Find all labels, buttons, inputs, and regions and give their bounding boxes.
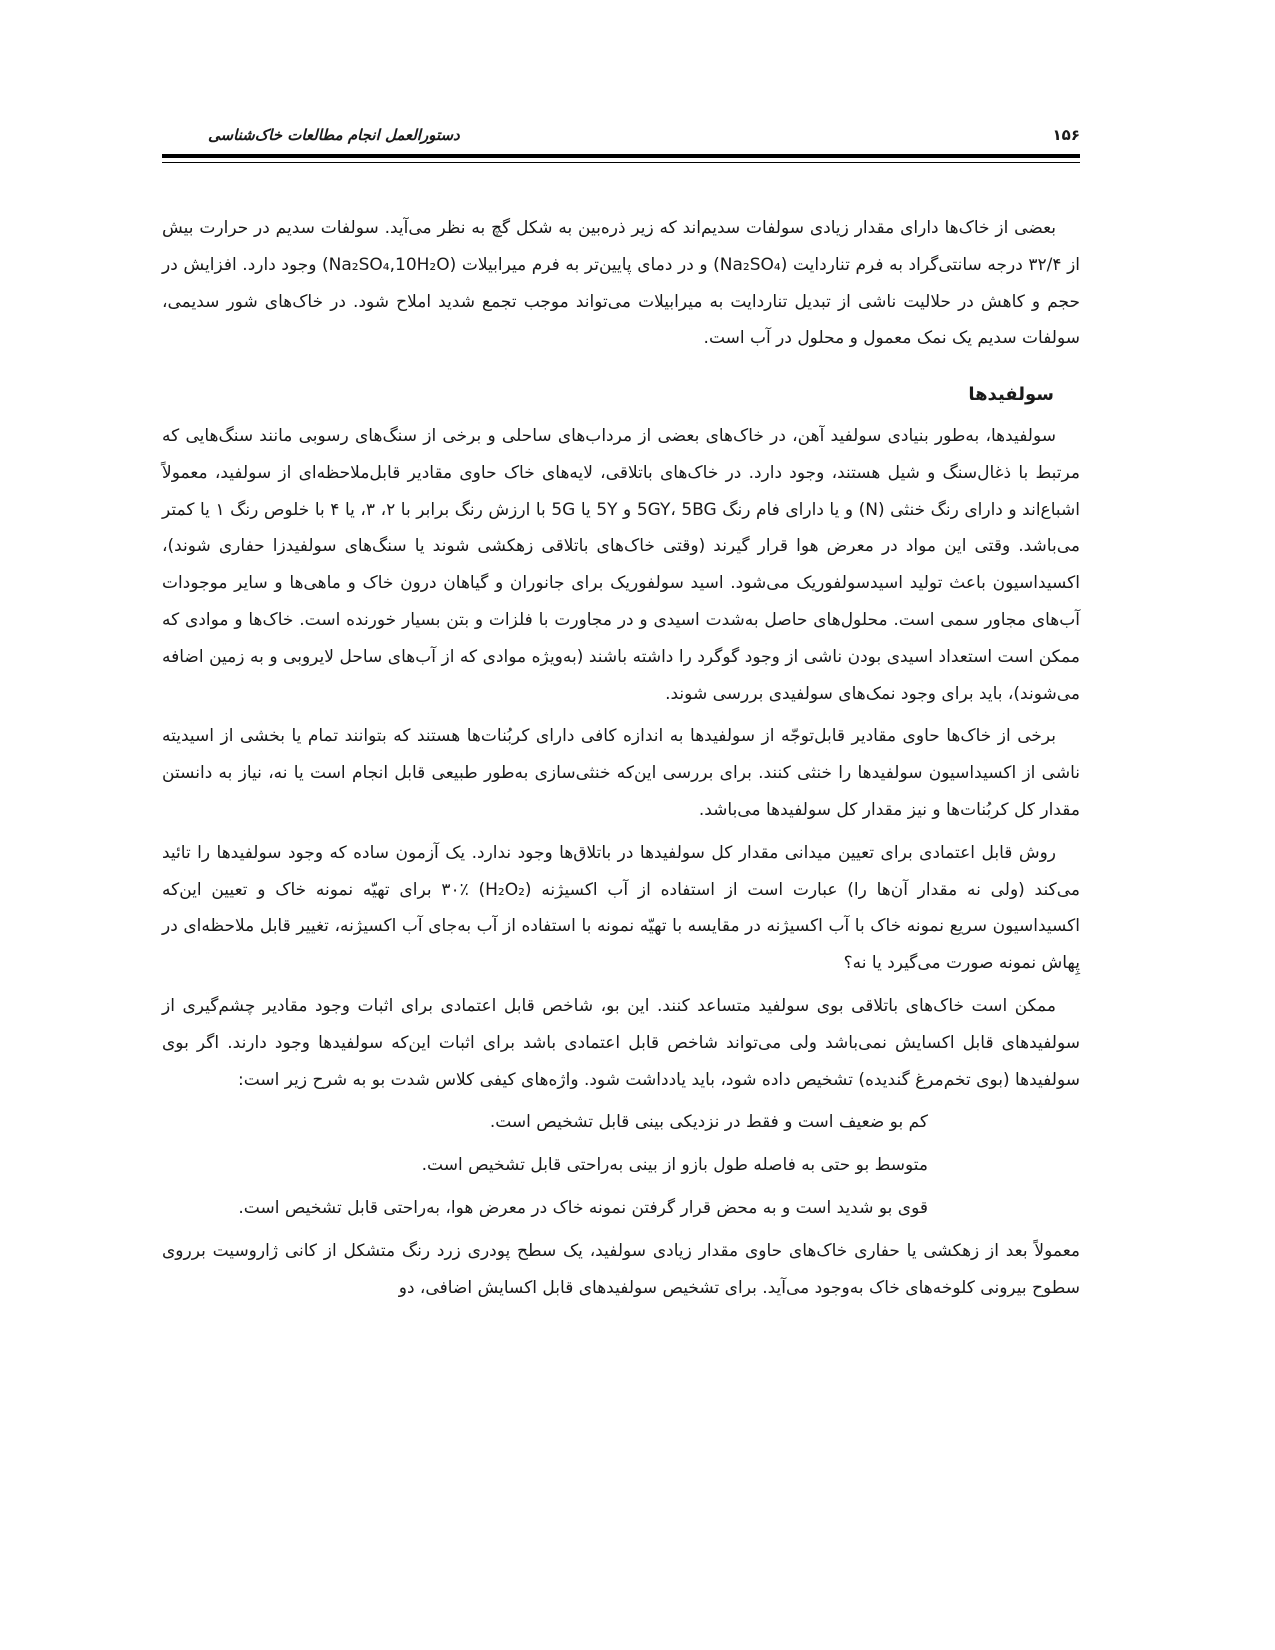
paragraph-sodium-sulfate: بعضی از خاک‌ها دارای مقدار زیادی سولفات سدیم‌اند که زیر ذره‌بین به شکل گچ به نظر می‌آید. سولفات سدیم در حرارت بیش از ۳۲/۴ درجه سانتی‌گراد به فرم تناردایت (Na₂SO₄) و در دمای پایین‌تر به فرم میرابیلات (Na₂SO₄,10H₂O) وجود دارد. افزایش در حجم و کاهش در حلالیت ناشی از تبدیل تناردایت به میرابیلات می‌تواند موجب تجمع شدید املاح شود. در خاک‌های شور سدیمی، سولفات سدیم یک نمک معمول و محلول در آب است. xyxy=(162,218,1081,349)
paragraph-jarosite: معمولاً بعد از زهکشی یا حفاری خاک‌های حاوی مقدار زیادی سولفید، یک سطح پودری زرد رنگ متشکل از کانی ژاروسیت برروی سطوح بیرونی کلوخه‌های خاک به‌وجود می‌آید. برای تشخیص سولفیدهای قابل اکسایش اضافی، دو xyxy=(162,1240,1080,1298)
list-item: قوی بو شدید است و به محض قرار گرفتن نمونه خاک در معرض هوا، به‌راحتی قابل تشخیص است. xyxy=(238,1197,928,1218)
section-heading-sulfides: سولفیدها xyxy=(968,384,1054,406)
page-number: ۱۵۶ xyxy=(1052,126,1080,144)
list-item: کم بو ضعیف است و فقط در نزدیکی بینی قابل تشخیص است. xyxy=(489,1112,928,1133)
paragraph-carbonates: برخی از خاک‌ها حاوی مقادیر قابل‌توجّه از سولفیدها به اندازه کافی دارای کربُنات‌ها هستند که بتوانند تمام یا بخشی از اسیدیته ناشی از اکسیداسیون سولفیدها را خنثی کنند. برای بررسی این‌که خنثی‌سازی به‌طور طبیعی قابل انجام است یا نه، نیاز به دانستن مقدار کل کربُنات‌ها و نیز مقدار کل سولفیدها می‌باشد. xyxy=(162,726,1080,820)
paragraph-field-test: روش قابل اعتمادی برای تعیین میدانی مقدار کل سولفیدها در باتلاق‌ها وجود ندارد. یک آزمون ساده که وجود سولفیدها را تائید می‌کند (ولی نه مقدار آن‌ها را) عبارت است از استفاده از آب اکسیژنه (H₂O₂) ۳۰٪ برای تهیّه نمونه خاک و تعیین این‌که اکسیداسیون سریع نمونه خاک با آب اکسیژنه در مقایسه با تهیّه نمونه با استفاده از آب به‌جای آب اکسیژنه، تغییر قابل ملاحظه‌ای در پِهاش نمونه صورت می‌گیرد یا نه؟ xyxy=(162,842,1080,974)
header-rule-thin xyxy=(162,162,1080,163)
paragraph-odor: ممکن است خاک‌های باتلاقی بوی سولفید متساعد کنند. این بو، شاخص قابل اعتمادی برای اثبات وجود مقادیر چشم‌گیری از سولفیدهای قابل اکسایش نمی‌باشد ولی می‌تواند شاخص قابل اعتمادی باشد برای اثبات این‌که سولفیدها وجود دارند. اگر بوی سولفیدها (بوی تخم‌مرغ گندیده) تشخیص داده شود، باید یادداشت شود. واژه‌های کیفی کلاس شدت بو به شرح زیر است: xyxy=(162,995,1080,1090)
paragraph-sulfides-intro: سولفیدها، به‌طور بنیادی سولفید آهن، در خاک‌های بعضی از مرداب‌های ساحلی و برخی از سنگ‌های رسوبی مانند سنگ‌هایی که مرتبط با ذغال‌سنگ و شیل هستند، وجود دارد. در خاک‌های باتلاقی، لایه‌های خاک حاوی مقادیر قابل‌ملاحظه‌ای از سولفید، معمولاً اشباع‌اند و دارای رنگ خنثی (N) و یا دارای فام رنگ 5GY، 5BG و 5Y یا 5G با ارزش رنگ برابر با ۲، ۳، یا ۴ با خلوص رنگ ۱ یا کمتر می‌باشد. وقتی این مواد در معرض هوا قرار گیرند (وقتی خاک‌های باتلاقی زهکشی شوند یا سنگ‌های سولفیدزا حفاری شوند)، اکسیداسیون باعث تولید اسیدسولفوریک می‌شود. اسید سولفوریک برای جانوران و گیاهان درون خاک و ماهی‌ها و سایر موجودات آب‌های مجاور سمی است. محلول‌های حاصل به‌شدت اسیدی و در مجاورت با فلزات و بتن بسیار خورنده است. خاک‌ها و موادی که ممکن است استعداد اسیدی بودن ناشی از وجود گوگرد را داشته باشند (به‌ویژه موادی که از آب‌های ساحل لایروبی و به زمین اضافه می‌شوند)، باید برای وجود نمک‌های سولفیدی بررسی شوند. xyxy=(162,425,1080,704)
header-rule-thick xyxy=(162,154,1080,158)
body-text xyxy=(162,210,1080,1312)
running-title: دستورالعمل انجام مطالعات خاک‌شناسی xyxy=(208,126,460,144)
list-item: متوسط بو حتی به فاصله طول بازو از بینی به‌راحتی قابل تشخیص است. xyxy=(421,1155,928,1176)
